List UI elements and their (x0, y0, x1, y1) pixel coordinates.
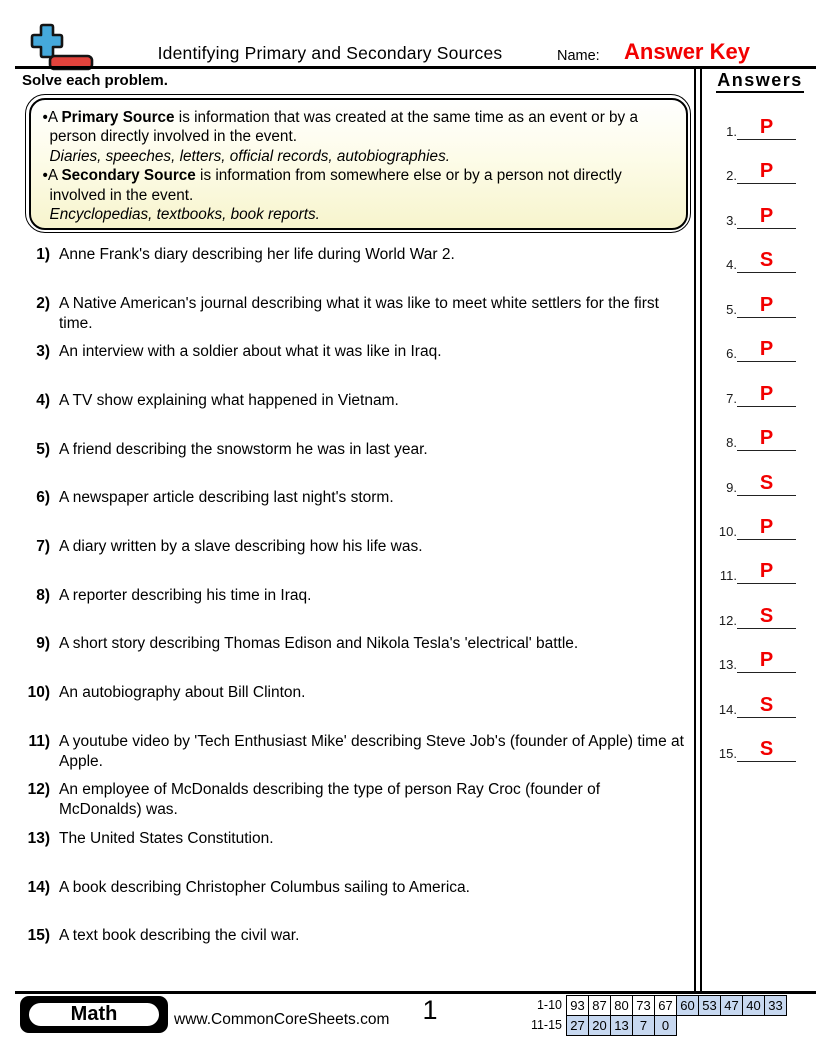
question-number: 5) (36, 441, 50, 458)
question-item (22, 586, 694, 606)
grade-row (566, 995, 787, 1016)
subject-badge (20, 996, 168, 1033)
question-number: 8) (36, 587, 50, 604)
question-number: 10) (27, 684, 50, 701)
score-cell: 0 (654, 1015, 677, 1036)
answer-row (703, 157, 816, 184)
score-cell: 47 (720, 995, 743, 1016)
secondary-source-examples: Encyclopedias, textbooks, book reports. (49, 206, 320, 223)
question-item (22, 245, 694, 265)
answer-number: 10. (718, 524, 737, 539)
question-text: A youtube video by 'Tech Enthusiast Mike' describing Steve Job's (founder of Apple) time at Apple. (59, 733, 684, 770)
answer-number: 11. (719, 568, 737, 583)
question-item (22, 926, 694, 946)
question-text: An autobiography about Bill Clinton. (59, 684, 306, 701)
question-number: 15) (27, 927, 50, 944)
question-number: 13) (27, 830, 50, 847)
answer-blank-line (737, 717, 796, 718)
answer-number: 5. (726, 302, 737, 317)
answer-number: 9. (726, 480, 737, 495)
question-text: A text book describing the civil war. (59, 927, 300, 944)
secondary-source-definition: •A Secondary Source is information from somewhere else or by a person not directly involved in the event. (42, 167, 622, 204)
answer-number: 7. (726, 391, 737, 406)
answer-row (703, 113, 816, 140)
question-item (22, 634, 694, 654)
answer-blank-line (737, 495, 796, 496)
answer-row (703, 735, 816, 762)
answer-number: 2. (726, 168, 737, 183)
answer-value: P (759, 649, 774, 671)
question-text: A newspaper article describing last night's storm. (59, 489, 394, 506)
question-number: 11) (28, 733, 50, 750)
question-text: Anne Frank's diary describing her life during World War 2. (59, 246, 455, 263)
question-number: 9) (36, 635, 50, 652)
answer-blank-line (737, 672, 796, 673)
question-text: A diary written by a slave describing how his life was. (59, 538, 423, 555)
question-text: An interview with a soldier about what it was like in Iraq. (59, 343, 442, 360)
primary-source-definition: •A Primary Source is information that was created at the same time as an event or by a person directly involved in the event. (42, 108, 638, 145)
definition-box (25, 94, 691, 233)
question-item (22, 732, 694, 771)
answer-row (703, 602, 816, 629)
answer-row (703, 557, 816, 584)
question-text: An employee of McDonalds describing the type of person Ray Croc (founder of McDonalds) was. (59, 781, 601, 818)
question-number: 7) (36, 538, 50, 555)
answer-row (703, 291, 816, 318)
answer-value: P (759, 516, 774, 538)
answers-column-divider (694, 68, 702, 991)
score-cell: 80 (610, 995, 633, 1016)
name-label: Name: (557, 48, 600, 64)
answer-row (703, 246, 816, 273)
question-item (22, 878, 694, 898)
score-cell: 7 (632, 1015, 655, 1036)
answer-blank-line (737, 228, 796, 229)
score-cell: 73 (632, 995, 655, 1016)
question-text: A short story describing Thomas Edison and Nikola Tesla's 'electrical' battle. (59, 635, 579, 652)
question-item (22, 391, 694, 411)
answer-value: P (759, 560, 774, 582)
question-item (22, 537, 694, 557)
answer-row (703, 335, 816, 362)
definition-box-inner (29, 98, 688, 230)
question-item (22, 294, 694, 333)
answer-value: P (759, 338, 774, 360)
score-cell: 53 (698, 995, 721, 1016)
score-cell: 60 (676, 995, 699, 1016)
answer-number: 1. (726, 124, 737, 139)
score-cell: 93 (566, 995, 589, 1016)
grade-row-label: 1-10 (536, 998, 562, 1012)
question-number: 12) (27, 781, 50, 798)
question-item (22, 488, 694, 508)
question-number: 4) (36, 392, 50, 409)
footer-divider (15, 991, 816, 994)
score-cell: 40 (742, 995, 765, 1016)
subject-label: Math (26, 1000, 162, 1029)
question-item (22, 342, 694, 362)
answer-value: S (759, 694, 774, 716)
answer-number: 8. (726, 435, 737, 450)
question-number: 6) (36, 489, 50, 506)
question-text: A Native American's journal describing what it was like to meet white settlers for the first time. (59, 295, 659, 332)
answer-blank-line (737, 272, 796, 273)
grade-row-label: 11-15 (530, 1018, 562, 1032)
answer-value: P (759, 116, 774, 138)
answer-number: 15. (718, 746, 737, 761)
question-item (22, 440, 694, 460)
question-item (22, 780, 694, 819)
score-cell: 33 (764, 995, 787, 1016)
answer-blank-line (737, 583, 796, 584)
answer-row (703, 202, 816, 229)
score-cell: 27 (566, 1015, 589, 1036)
answer-blank-line (737, 317, 796, 318)
score-cell: 87 (588, 995, 611, 1016)
answer-value: P (759, 294, 774, 316)
answer-value: P (759, 427, 774, 449)
answer-blank-line (737, 139, 796, 140)
answer-row (703, 646, 816, 673)
question-item (22, 829, 694, 849)
score-cell: 67 (654, 995, 677, 1016)
answer-value: P (759, 383, 774, 405)
answer-number: 4. (726, 257, 737, 272)
question-number: 3) (36, 343, 50, 360)
answer-value: P (759, 160, 774, 182)
question-text: A book describing Christopher Columbus sailing to America. (59, 879, 470, 896)
answer-number: 14. (718, 702, 737, 717)
answer-row (703, 691, 816, 718)
question-number: 14) (27, 879, 50, 896)
answer-value: S (759, 738, 774, 760)
instructions-label: Solve each problem. (22, 72, 168, 89)
question-text: A TV show explaining what happened in Vietnam. (59, 392, 399, 409)
answer-number: 6. (726, 346, 737, 361)
question-text: The United States Constitution. (59, 830, 274, 847)
score-cell: 20 (588, 1015, 611, 1036)
score-cell: 13 (610, 1015, 633, 1036)
answer-blank-line (737, 761, 796, 762)
page-number: 1 (422, 995, 438, 1025)
primary-source-examples: Diaries, speeches, letters, official records, autobiographies. (49, 147, 450, 165)
grade-row (566, 1015, 677, 1036)
answer-blank-line (737, 539, 796, 540)
answer-number: 12. (718, 613, 737, 628)
answer-row (703, 513, 816, 540)
answer-number: 13. (718, 657, 737, 672)
question-text: A friend describing the snowstorm he was in last year. (59, 441, 428, 458)
question-text: A reporter describing his time in Iraq. (59, 587, 312, 604)
answer-blank-line (737, 450, 796, 451)
answer-blank-line (737, 406, 796, 407)
question-number: 2) (36, 295, 50, 312)
answer-key-text: Answer Key (624, 39, 750, 64)
answer-value: S (759, 249, 774, 271)
question-item (22, 683, 694, 703)
answer-value: S (759, 472, 774, 494)
answer-value: S (759, 605, 774, 627)
answer-blank-line (737, 183, 796, 184)
question-number: 1) (36, 246, 50, 263)
answer-row (703, 469, 816, 496)
answer-row (703, 380, 816, 407)
answers-header: Answers (704, 70, 816, 91)
answer-number: 3. (726, 213, 737, 228)
answer-blank-line (737, 628, 796, 629)
page-title: Identifying Primary and Secondary Sources (157, 43, 503, 63)
answer-blank-line (737, 361, 796, 362)
website-url: www.CommonCoreSheets.com (174, 1011, 390, 1028)
answer-value: P (759, 205, 774, 227)
answer-row (703, 424, 816, 451)
